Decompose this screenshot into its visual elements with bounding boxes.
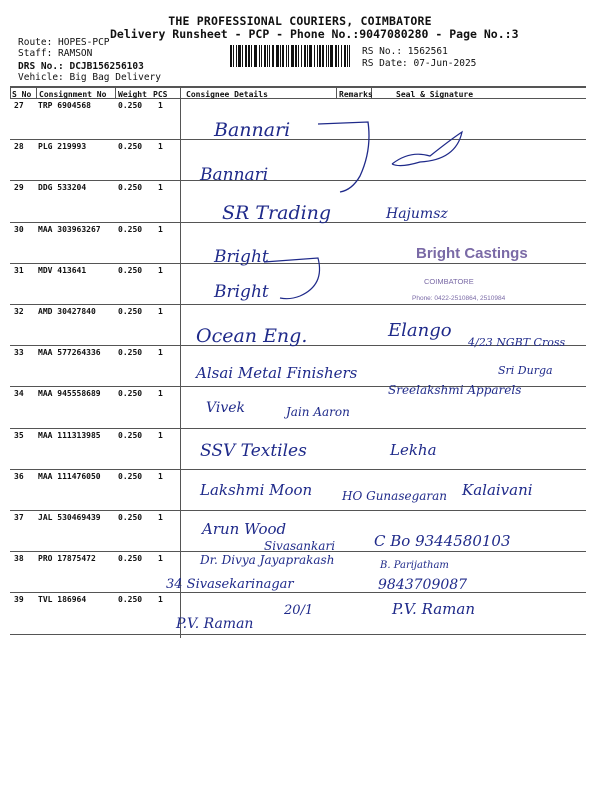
row-consignment-no: JAL 530469439	[38, 513, 101, 522]
row-consignment-no: MAA 111476050	[38, 472, 101, 481]
row-divider	[10, 222, 586, 223]
row-divider	[10, 304, 586, 305]
row-weight: 0.250	[118, 183, 143, 192]
row-consignment-no: MAA 577264336	[38, 348, 101, 357]
handwriting-consignee-30: Bright	[214, 247, 269, 267]
barcode-bar	[347, 45, 348, 67]
barcode-bar	[280, 45, 281, 67]
row-divider	[10, 634, 586, 635]
barcode-bar	[291, 45, 294, 67]
barcode-bar	[304, 45, 306, 67]
col-header-signature: Seal & Signature	[396, 90, 474, 99]
row-weight: 0.250	[118, 431, 143, 440]
barcode-bar	[341, 45, 342, 67]
row-pcs: 1	[158, 266, 163, 275]
col-header-consignee: Consignee Details	[186, 90, 268, 99]
handwriting-consignee-29: SR Trading	[222, 202, 332, 224]
row-consignment-no: MAA 945558689	[38, 389, 101, 398]
row-sno: 34	[14, 389, 24, 398]
vehicle-label: Vehicle: Big Bag Delivery	[18, 72, 161, 83]
row-weight: 0.250	[118, 142, 143, 151]
handwriting-date-39: 20/1	[284, 603, 314, 618]
barcode-bar	[264, 45, 266, 67]
handwriting-phone-38: 9843709087	[378, 577, 468, 593]
staff-label: Staff: RAMSON	[18, 48, 93, 59]
barcode-bar	[230, 45, 232, 67]
barcode-bar	[286, 45, 287, 67]
row-consignment-no: PRO 17875472	[38, 554, 96, 563]
handwriting-note-32: 4/23 NGBT Cross	[468, 336, 566, 349]
barcode-bar	[295, 45, 297, 67]
row-consignment-no: DDG 533204	[38, 183, 87, 192]
rs-date: RS Date: 07-Jun-2025	[362, 58, 477, 69]
table-top-border	[10, 86, 586, 88]
route-label: Route: HOPES-PCP	[18, 37, 110, 48]
barcode-bar	[314, 45, 315, 67]
barcode-bar	[269, 45, 270, 67]
barcode-bar	[233, 45, 234, 67]
row-weight: 0.250	[118, 513, 143, 522]
barcode-bar	[267, 45, 268, 67]
barcode-bar	[259, 45, 260, 67]
barcode-image	[230, 45, 354, 67]
rs-number: RS No.: 1562561	[362, 46, 448, 57]
handwriting-consignee-36b: HO Gunasegaran	[342, 489, 448, 503]
barcode-bar	[272, 45, 274, 67]
barcode-bar	[236, 45, 237, 67]
row-consignment-no: MDV 413641	[38, 266, 87, 275]
row-sno: 33	[14, 348, 24, 357]
row-sno: 38	[14, 554, 24, 563]
barcode-bar	[276, 45, 279, 67]
barcode-bar	[251, 45, 252, 67]
company-stamp	[412, 245, 528, 302]
row-pcs: 1	[158, 595, 163, 604]
row-weight: 0.250	[118, 266, 143, 275]
barcode-bar	[242, 45, 243, 67]
barcode-bar	[319, 45, 321, 67]
row-consignment-no: MAA 303963267	[38, 225, 101, 234]
runsheet-subtitle: Delivery Runsheet - PCP - Phone No.:9047080280 - Page No.:3	[110, 27, 519, 41]
handwriting-consignee-34b: Jain Aaron	[286, 405, 350, 419]
row-divider	[10, 551, 586, 552]
row-sno: 36	[14, 472, 24, 481]
barcode-bar	[328, 45, 329, 67]
handwriting-signature-36: Kalaivani	[462, 481, 533, 499]
row-pcs: 1	[158, 554, 163, 563]
barcode-bar	[330, 45, 333, 67]
col-divider	[10, 86, 11, 98]
row-weight: 0.250	[118, 472, 143, 481]
col-divider	[115, 86, 116, 98]
row-sno: 31	[14, 266, 24, 275]
handwriting-consignee-31: Bright	[214, 282, 269, 302]
handwriting-consignee-27: Bannari	[214, 119, 291, 141]
row-divider	[10, 386, 586, 387]
handwriting-signature-38: B. Parijatham	[380, 560, 449, 571]
row-sno: 27	[14, 101, 24, 110]
barcode-bar	[261, 45, 262, 67]
handwriting-consignee-28: Bannari	[200, 165, 269, 185]
bracket-stroke	[264, 258, 320, 299]
row-divider	[10, 263, 586, 264]
row-weight: 0.250	[118, 101, 143, 110]
row-divider	[10, 469, 586, 470]
row-pcs: 1	[158, 142, 163, 151]
col-divider	[36, 86, 37, 98]
barcode-bar	[317, 45, 318, 67]
signature-scribble	[392, 132, 462, 166]
stamp-phone: Phone: 0422-2510864, 2510984	[412, 295, 506, 302]
row-pcs: 1	[158, 431, 163, 440]
row-divider	[10, 428, 586, 429]
row-divider	[10, 510, 586, 511]
row-weight: 0.250	[118, 225, 143, 234]
handwriting-consignee-34: Vivek	[206, 400, 246, 416]
col-header-remarks: Remarks	[339, 90, 373, 99]
stamp-title: Bright Castings	[416, 245, 528, 262]
col-divider	[180, 86, 181, 638]
barcode-bar	[301, 45, 302, 67]
handwriting-signature-39: P.V. Raman	[392, 600, 475, 618]
barcode-bar	[326, 45, 327, 67]
barcode-bar	[322, 45, 324, 67]
stamp-city: COIMBATORE	[424, 277, 474, 286]
handwriting-note-33: Sri Durga	[498, 364, 553, 377]
row-weight: 0.250	[118, 348, 143, 357]
handwriting-consignee-37: Arun Wood	[202, 520, 287, 538]
col-header-sno: S No	[12, 90, 32, 99]
row-consignment-no: TVL 186964	[38, 595, 87, 604]
handwriting-consignee-34c: Sreelakshmi Apparels	[388, 383, 522, 397]
col-header-weight: Weight	[118, 90, 147, 99]
barcode-bar	[335, 45, 337, 67]
drs-number: DRS No.: DCJB156256103	[18, 61, 144, 72]
handwriting-consignee-33: Alsai Metal Finishers	[196, 364, 358, 382]
barcode-bar	[309, 45, 312, 67]
row-weight: 0.250	[118, 307, 143, 316]
row-pcs: 1	[158, 101, 163, 110]
barcode-bar	[254, 45, 257, 67]
handwriting-signature-29: Hajumsz	[386, 206, 448, 222]
col-header-pcs: PCS	[153, 90, 168, 99]
row-pcs: 1	[158, 225, 163, 234]
barcode-bar	[248, 45, 250, 67]
barcode-bar	[349, 45, 350, 67]
handwriting-signature-32: Elango	[388, 320, 452, 341]
barcode-bar	[245, 45, 247, 67]
row-sno: 35	[14, 431, 24, 440]
row-sno: 28	[14, 142, 24, 151]
row-weight: 0.250	[118, 595, 143, 604]
handwriting-signature-37: C Bo 9344580103	[374, 532, 511, 550]
barcode-bar	[298, 45, 299, 67]
barcode-bar	[307, 45, 308, 67]
handwriting-consignee-36: Lakshmi Moon	[200, 481, 313, 499]
handwriting-consignee-35: SSV Textiles	[200, 441, 307, 461]
row-weight: 0.250	[118, 554, 143, 563]
barcode-bar	[282, 45, 284, 67]
row-pcs: 1	[158, 307, 163, 316]
handwriting-consignee-39: P.V. Raman	[176, 616, 254, 632]
row-sno: 32	[14, 307, 24, 316]
signature-stroke	[318, 122, 369, 192]
row-sno: 37	[14, 513, 24, 522]
barcode-bar	[344, 45, 346, 67]
row-pcs: 1	[158, 348, 163, 357]
row-pcs: 1	[158, 389, 163, 398]
row-pcs: 1	[158, 472, 163, 481]
handwriting-consignee-38: Dr. Divya Jayaprakash	[200, 553, 335, 567]
row-sno: 39	[14, 595, 24, 604]
barcode-bar	[238, 45, 241, 67]
row-consignment-no: TRP 6904568	[38, 101, 91, 110]
barcode-bar	[288, 45, 289, 67]
row-divider	[10, 180, 586, 181]
col-divider	[336, 86, 337, 98]
row-consignment-no: AMD 30427840	[38, 307, 96, 316]
row-divider	[10, 345, 586, 346]
handwriting-consignee-38b: 34 Sivasekarinagar	[166, 577, 294, 592]
row-pcs: 1	[158, 183, 163, 192]
handwriting-consignee-37b: Sivasankari	[264, 539, 336, 553]
barcode-bar	[338, 45, 339, 67]
row-weight: 0.250	[118, 389, 143, 398]
row-divider	[10, 139, 586, 140]
row-consignment-no: MAA 111313985	[38, 431, 101, 440]
company-title: THE PROFESSIONAL COURIERS, COIMBATORE	[168, 14, 432, 28]
row-sno: 30	[14, 225, 24, 234]
row-divider	[10, 592, 586, 593]
row-sno: 29	[14, 183, 24, 192]
col-header-consignment: Consignment No	[39, 90, 107, 99]
row-pcs: 1	[158, 513, 163, 522]
row-consignment-no: PLG 219993	[38, 142, 87, 151]
handwriting-consignee-32: Ocean Eng.	[196, 325, 308, 347]
handwriting-signature-35: Lekha	[390, 441, 437, 459]
